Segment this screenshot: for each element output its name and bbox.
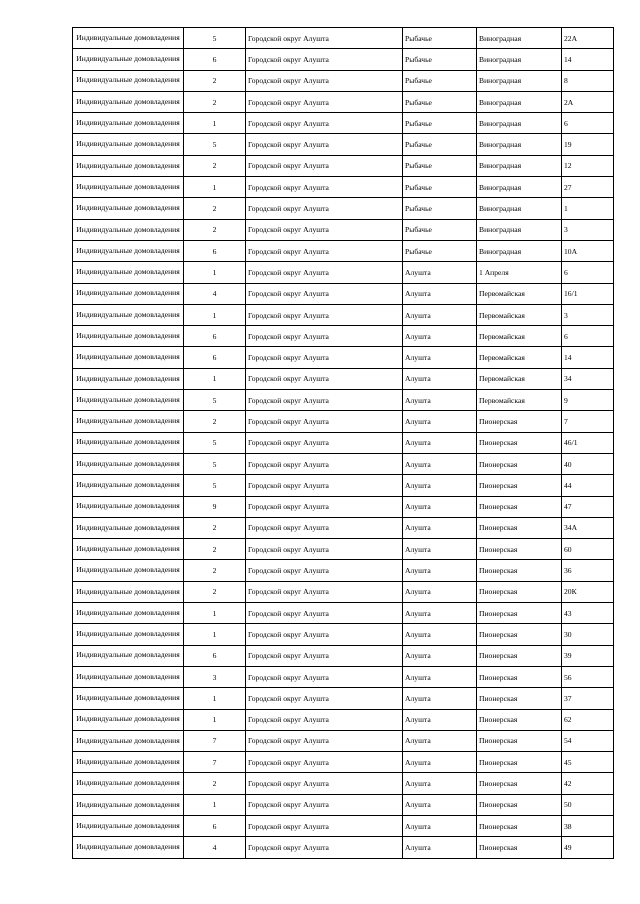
count-cell: 1: [184, 304, 246, 325]
type-cell: Индивидуальные домовладения: [73, 645, 184, 666]
district-cell: Городской округ Алушта: [246, 624, 403, 645]
type-cell: Индивидуальные домовладения: [73, 815, 184, 836]
count-cell: 1: [184, 794, 246, 815]
district-cell: Городской округ Алушта: [246, 198, 403, 219]
district-cell: Городской округ Алушта: [246, 283, 403, 304]
table-row: [73, 70, 614, 91]
house-number-cell: 16/1: [562, 283, 614, 304]
district-cell: Городской округ Алушта: [246, 517, 403, 538]
locality-cell: Рыбачье: [403, 134, 477, 155]
type-cell: Индивидуальные домовладения: [73, 368, 184, 389]
house-number-cell: 2А: [562, 91, 614, 112]
type-cell: Индивидуальные домовладения: [73, 411, 184, 432]
house-number-cell: 22А: [562, 28, 614, 49]
locality-cell: Алушта: [403, 390, 477, 411]
table-row: [73, 752, 614, 773]
house-number-cell: 6: [562, 113, 614, 134]
table-row: [73, 28, 614, 49]
district-cell: Городской округ Алушта: [246, 645, 403, 666]
count-cell: 6: [184, 49, 246, 70]
type-cell: Индивидуальные домовладения: [73, 28, 184, 49]
house-number-cell: 8: [562, 70, 614, 91]
locality-cell: Алушта: [403, 773, 477, 794]
housing-table: [72, 27, 614, 859]
count-cell: 1: [184, 603, 246, 624]
house-number-cell: 62: [562, 709, 614, 730]
type-cell: Индивидуальные домовладения: [73, 240, 184, 261]
district-cell: Городской округ Алушта: [246, 134, 403, 155]
count-cell: 2: [184, 198, 246, 219]
table-row: [73, 411, 614, 432]
count-cell: 5: [184, 28, 246, 49]
table-row: [73, 560, 614, 581]
count-cell: 9: [184, 496, 246, 517]
count-cell: 5: [184, 475, 246, 496]
district-cell: Городской округ Алушта: [246, 709, 403, 730]
house-number-cell: 44: [562, 475, 614, 496]
district-cell: Городской округ Алушта: [246, 666, 403, 687]
house-number-cell: 60: [562, 539, 614, 560]
type-cell: Индивидуальные домовладения: [73, 475, 184, 496]
district-cell: Городской округ Алушта: [246, 390, 403, 411]
district-cell: Городской округ Алушта: [246, 49, 403, 70]
locality-cell: Алушта: [403, 560, 477, 581]
district-cell: Городской округ Алушта: [246, 262, 403, 283]
locality-cell: Алушта: [403, 539, 477, 560]
district-cell: Городской округ Алушта: [246, 432, 403, 453]
locality-cell: Алушта: [403, 517, 477, 538]
count-cell: 6: [184, 240, 246, 261]
street-cell: Виноградная: [477, 134, 562, 155]
table-row: [73, 198, 614, 219]
street-cell: Виноградная: [477, 240, 562, 261]
street-cell: Пионерская: [477, 453, 562, 474]
street-cell: Виноградная: [477, 49, 562, 70]
count-cell: 1: [184, 113, 246, 134]
street-cell: Пионерская: [477, 752, 562, 773]
house-number-cell: 20К: [562, 581, 614, 602]
count-cell: 2: [184, 91, 246, 112]
count-cell: 1: [184, 177, 246, 198]
table-row: [73, 730, 614, 751]
type-cell: Индивидуальные домовладения: [73, 91, 184, 112]
house-number-cell: 9: [562, 390, 614, 411]
type-cell: Индивидуальные домовладения: [73, 326, 184, 347]
house-number-cell: 19: [562, 134, 614, 155]
count-cell: 2: [184, 773, 246, 794]
table-row: [73, 453, 614, 474]
house-number-cell: 46/1: [562, 432, 614, 453]
street-cell: Пионерская: [477, 815, 562, 836]
table-row: [73, 304, 614, 325]
type-cell: Индивидуальные домовладения: [73, 219, 184, 240]
table-row: [73, 283, 614, 304]
count-cell: 7: [184, 730, 246, 751]
street-cell: Пионерская: [477, 666, 562, 687]
locality-cell: Рыбачье: [403, 219, 477, 240]
locality-cell: Рыбачье: [403, 177, 477, 198]
locality-cell: Рыбачье: [403, 49, 477, 70]
locality-cell: Алушта: [403, 815, 477, 836]
type-cell: Индивидуальные домовладения: [73, 794, 184, 815]
table-row: [73, 815, 614, 836]
table-row: [73, 49, 614, 70]
district-cell: Городской округ Алушта: [246, 815, 403, 836]
count-cell: 2: [184, 581, 246, 602]
count-cell: 2: [184, 155, 246, 176]
street-cell: Виноградная: [477, 177, 562, 198]
locality-cell: Рыбачье: [403, 113, 477, 134]
district-cell: Городской округ Алушта: [246, 453, 403, 474]
locality-cell: Рыбачье: [403, 240, 477, 261]
table-row: [73, 240, 614, 261]
district-cell: Городской округ Алушта: [246, 347, 403, 368]
type-cell: Индивидуальные домовладения: [73, 603, 184, 624]
district-cell: Городской округ Алушта: [246, 752, 403, 773]
type-cell: Индивидуальные домовладения: [73, 70, 184, 91]
type-cell: Индивидуальные домовладения: [73, 304, 184, 325]
table-row: [73, 603, 614, 624]
district-cell: Городской округ Алушта: [246, 560, 403, 581]
street-cell: Виноградная: [477, 198, 562, 219]
street-cell: Первомайская: [477, 347, 562, 368]
table-row: [73, 262, 614, 283]
district-cell: Городской округ Алушта: [246, 730, 403, 751]
type-cell: Индивидуальные домовладения: [73, 347, 184, 368]
count-cell: 4: [184, 837, 246, 858]
type-cell: Индивидуальные домовладения: [73, 666, 184, 687]
district-cell: Городской округ Алушта: [246, 304, 403, 325]
table-row: [73, 219, 614, 240]
type-cell: Индивидуальные домовладения: [73, 177, 184, 198]
table-row: [73, 326, 614, 347]
street-cell: Пионерская: [477, 411, 562, 432]
house-number-cell: 54: [562, 730, 614, 751]
table-row: [73, 581, 614, 602]
house-number-cell: 14: [562, 49, 614, 70]
house-number-cell: 47: [562, 496, 614, 517]
type-cell: Индивидуальные домовладения: [73, 390, 184, 411]
count-cell: 2: [184, 411, 246, 432]
type-cell: Индивидуальные домовладения: [73, 709, 184, 730]
locality-cell: Алушта: [403, 752, 477, 773]
house-number-cell: 38: [562, 815, 614, 836]
locality-cell: Алушта: [403, 432, 477, 453]
district-cell: Городской округ Алушта: [246, 773, 403, 794]
type-cell: Индивидуальные домовладения: [73, 134, 184, 155]
count-cell: 3: [184, 666, 246, 687]
count-cell: 5: [184, 432, 246, 453]
district-cell: Городской округ Алушта: [246, 581, 403, 602]
locality-cell: Алушта: [403, 624, 477, 645]
house-number-cell: 3: [562, 219, 614, 240]
locality-cell: Алушта: [403, 709, 477, 730]
locality-cell: Алушта: [403, 347, 477, 368]
locality-cell: Алушта: [403, 453, 477, 474]
house-number-cell: 42: [562, 773, 614, 794]
house-number-cell: 7: [562, 411, 614, 432]
count-cell: 1: [184, 624, 246, 645]
street-cell: Виноградная: [477, 28, 562, 49]
locality-cell: Рыбачье: [403, 198, 477, 219]
district-cell: Городской округ Алушта: [246, 177, 403, 198]
table-row: [73, 794, 614, 815]
street-cell: Пионерская: [477, 581, 562, 602]
district-cell: Городской округ Алушта: [246, 91, 403, 112]
street-cell: Первомайская: [477, 368, 562, 389]
type-cell: Индивидуальные домовладения: [73, 624, 184, 645]
table-row: [73, 624, 614, 645]
street-cell: Первомайская: [477, 390, 562, 411]
type-cell: Индивидуальные домовладения: [73, 539, 184, 560]
locality-cell: Алушта: [403, 581, 477, 602]
locality-cell: Алушта: [403, 645, 477, 666]
locality-cell: Алушта: [403, 411, 477, 432]
street-cell: Пионерская: [477, 624, 562, 645]
table-row: [73, 688, 614, 709]
table-row: [73, 496, 614, 517]
street-cell: Пионерская: [477, 539, 562, 560]
table-row: [73, 390, 614, 411]
table-row: [73, 347, 614, 368]
table-row: [73, 773, 614, 794]
count-cell: 5: [184, 390, 246, 411]
count-cell: 5: [184, 134, 246, 155]
count-cell: 2: [184, 219, 246, 240]
house-number-cell: 1: [562, 198, 614, 219]
locality-cell: Алушта: [403, 837, 477, 858]
locality-cell: Рыбачье: [403, 155, 477, 176]
type-cell: Индивидуальные домовладения: [73, 283, 184, 304]
house-number-cell: 40: [562, 453, 614, 474]
street-cell: Пионерская: [477, 432, 562, 453]
street-cell: Первомайская: [477, 283, 562, 304]
type-cell: Индивидуальные домовладения: [73, 560, 184, 581]
table-row: [73, 709, 614, 730]
locality-cell: Алушта: [403, 326, 477, 347]
table-row: [73, 666, 614, 687]
district-cell: Городской округ Алушта: [246, 475, 403, 496]
table-row: [73, 113, 614, 134]
type-cell: Индивидуальные домовладения: [73, 113, 184, 134]
table-row: [73, 432, 614, 453]
house-number-cell: 45: [562, 752, 614, 773]
table-row: [73, 177, 614, 198]
table-row: [73, 475, 614, 496]
locality-cell: Рыбачье: [403, 91, 477, 112]
street-cell: 1 Апреля: [477, 262, 562, 283]
district-cell: Городской округ Алушта: [246, 240, 403, 261]
district-cell: Городской округ Алушта: [246, 411, 403, 432]
type-cell: Индивидуальные домовладения: [73, 581, 184, 602]
district-cell: Городской округ Алушта: [246, 219, 403, 240]
count-cell: 2: [184, 70, 246, 91]
street-cell: Пионерская: [477, 688, 562, 709]
district-cell: Городской округ Алушта: [246, 539, 403, 560]
house-number-cell: 10А: [562, 240, 614, 261]
district-cell: Городской округ Алушта: [246, 496, 403, 517]
house-number-cell: 12: [562, 155, 614, 176]
count-cell: 1: [184, 688, 246, 709]
table-row: [73, 91, 614, 112]
type-cell: Индивидуальные домовладения: [73, 432, 184, 453]
count-cell: 4: [184, 283, 246, 304]
table-row: [73, 837, 614, 858]
house-number-cell: 36: [562, 560, 614, 581]
street-cell: Виноградная: [477, 70, 562, 91]
district-cell: Городской округ Алушта: [246, 113, 403, 134]
street-cell: Виноградная: [477, 219, 562, 240]
district-cell: Городской округ Алушта: [246, 155, 403, 176]
street-cell: Пионерская: [477, 709, 562, 730]
street-cell: Пионерская: [477, 603, 562, 624]
house-number-cell: 34А: [562, 517, 614, 538]
count-cell: 6: [184, 347, 246, 368]
district-cell: Городской округ Алушта: [246, 837, 403, 858]
table-row: [73, 155, 614, 176]
count-cell: 6: [184, 815, 246, 836]
street-cell: Первомайская: [477, 326, 562, 347]
table-body: [73, 28, 614, 859]
house-number-cell: 49: [562, 837, 614, 858]
document-page: [72, 27, 613, 859]
count-cell: 2: [184, 539, 246, 560]
type-cell: Индивидуальные домовладения: [73, 453, 184, 474]
locality-cell: Алушта: [403, 688, 477, 709]
locality-cell: Алушта: [403, 368, 477, 389]
house-number-cell: 50: [562, 794, 614, 815]
locality-cell: Алушта: [403, 730, 477, 751]
table-row: [73, 134, 614, 155]
count-cell: 5: [184, 453, 246, 474]
locality-cell: Алушта: [403, 262, 477, 283]
street-cell: Виноградная: [477, 91, 562, 112]
street-cell: Первомайская: [477, 304, 562, 325]
street-cell: Пионерская: [477, 560, 562, 581]
street-cell: Пионерская: [477, 496, 562, 517]
type-cell: Индивидуальные домовладения: [73, 837, 184, 858]
house-number-cell: 6: [562, 326, 614, 347]
locality-cell: Алушта: [403, 603, 477, 624]
count-cell: 2: [184, 560, 246, 581]
house-number-cell: 27: [562, 177, 614, 198]
type-cell: Индивидуальные домовладения: [73, 752, 184, 773]
district-cell: Городской округ Алушта: [246, 688, 403, 709]
locality-cell: Алушта: [403, 475, 477, 496]
type-cell: Индивидуальные домовладения: [73, 730, 184, 751]
district-cell: Городской округ Алушта: [246, 794, 403, 815]
house-number-cell: 34: [562, 368, 614, 389]
count-cell: 6: [184, 645, 246, 666]
house-number-cell: 14: [562, 347, 614, 368]
type-cell: Индивидуальные домовладения: [73, 262, 184, 283]
count-cell: 2: [184, 517, 246, 538]
locality-cell: Алушта: [403, 794, 477, 815]
locality-cell: Алушта: [403, 304, 477, 325]
street-cell: Пионерская: [477, 794, 562, 815]
locality-cell: Алушта: [403, 666, 477, 687]
house-number-cell: 37: [562, 688, 614, 709]
house-number-cell: 30: [562, 624, 614, 645]
table-row: [73, 539, 614, 560]
district-cell: Городской округ Алушта: [246, 603, 403, 624]
district-cell: Городской округ Алушта: [246, 368, 403, 389]
table-row: [73, 645, 614, 666]
house-number-cell: 6: [562, 262, 614, 283]
street-cell: Пионерская: [477, 517, 562, 538]
locality-cell: Рыбачье: [403, 70, 477, 91]
street-cell: Пионерская: [477, 475, 562, 496]
locality-cell: Рыбачье: [403, 28, 477, 49]
district-cell: Городской округ Алушта: [246, 70, 403, 91]
street-cell: Пионерская: [477, 645, 562, 666]
house-number-cell: 56: [562, 666, 614, 687]
count-cell: 7: [184, 752, 246, 773]
district-cell: Городской округ Алушта: [246, 326, 403, 347]
type-cell: Индивидуальные домовладения: [73, 688, 184, 709]
street-cell: Пионерская: [477, 773, 562, 794]
count-cell: 6: [184, 326, 246, 347]
type-cell: Индивидуальные домовладения: [73, 49, 184, 70]
house-number-cell: 39: [562, 645, 614, 666]
type-cell: Индивидуальные домовладения: [73, 773, 184, 794]
house-number-cell: 3: [562, 304, 614, 325]
street-cell: Виноградная: [477, 113, 562, 134]
street-cell: Пионерская: [477, 837, 562, 858]
table-row: [73, 368, 614, 389]
type-cell: Индивидуальные домовладения: [73, 155, 184, 176]
type-cell: Индивидуальные домовладения: [73, 517, 184, 538]
street-cell: Виноградная: [477, 155, 562, 176]
type-cell: Индивидуальные домовладения: [73, 496, 184, 517]
locality-cell: Алушта: [403, 283, 477, 304]
type-cell: Индивидуальные домовладения: [73, 198, 184, 219]
table-row: [73, 517, 614, 538]
count-cell: 1: [184, 709, 246, 730]
locality-cell: Алушта: [403, 496, 477, 517]
count-cell: 1: [184, 368, 246, 389]
district-cell: Городской округ Алушта: [246, 28, 403, 49]
house-number-cell: 43: [562, 603, 614, 624]
count-cell: 1: [184, 262, 246, 283]
street-cell: Пионерская: [477, 730, 562, 751]
